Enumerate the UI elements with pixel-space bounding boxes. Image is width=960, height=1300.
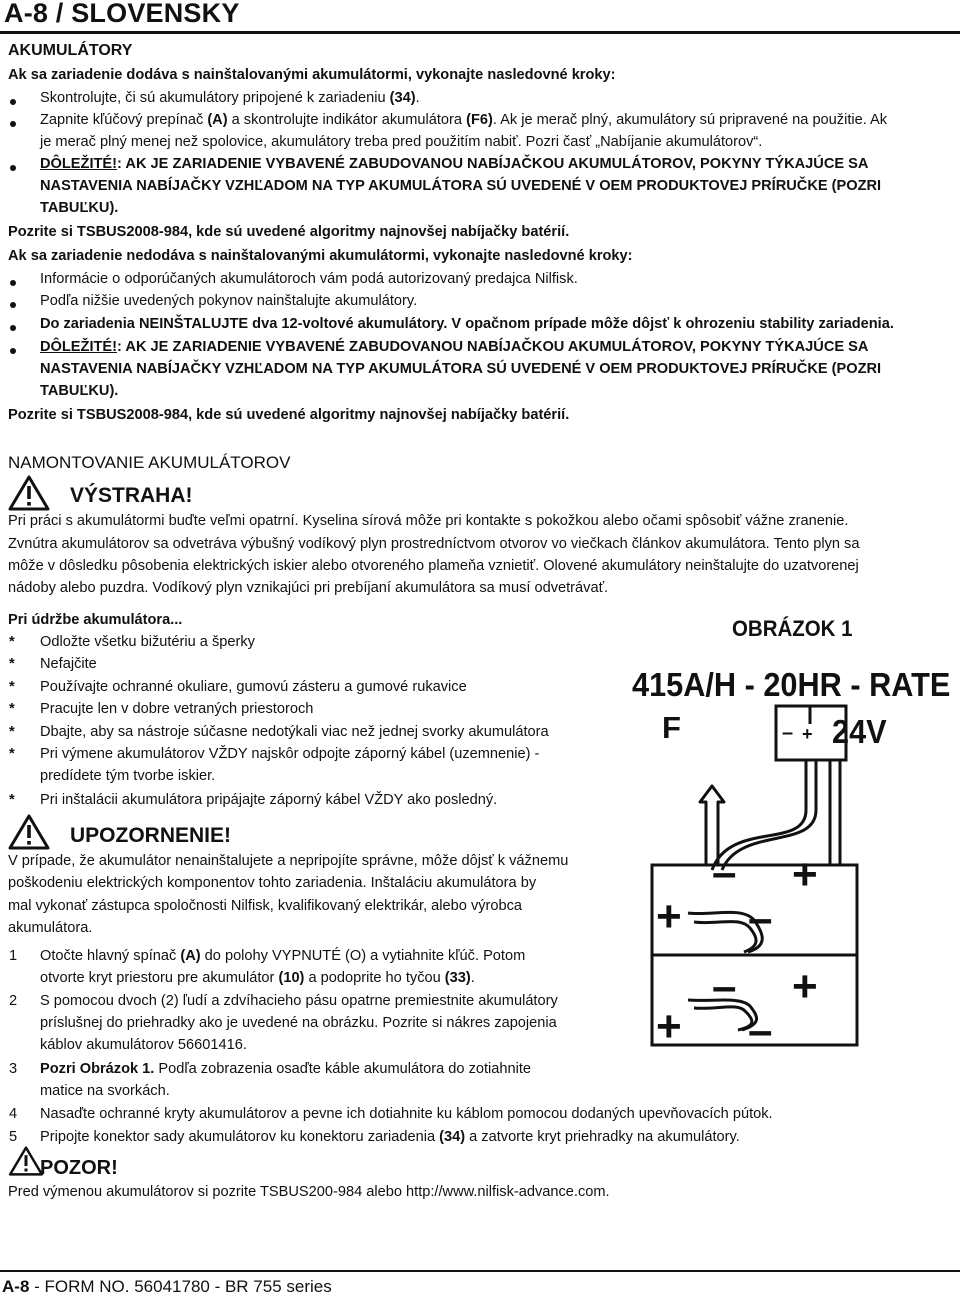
bullet-important-1-line2: NASTAVENIA NABÍJAČKY VZHĽADOM NA TYP AKUMULÁTORA SÚ UVEDENÉ V OEM PRODUKTOVEJ PRÍRUČKE (POZRI [40, 178, 882, 194]
bullet-dealer-info: Informácie o odporúčaných akumulátoroch vám podá autorizovaný predajca Nilfisk. [40, 271, 578, 287]
bullet-important-2-line2: NASTAVENIA NABÍJAČKY VZHĽADOM NA TYP AKUMULÁTORA SÚ UVEDENÉ V OEM PRODUKTOVEJ PRÍRUČKE (POZRI [40, 361, 882, 377]
terminal-plus-1: + [792, 850, 818, 899]
step-2-line3: káblov akumulátorov 56601416. [40, 1037, 247, 1053]
warning-text-1: Pri práci s akumulátormi buďte veľmi opatrní. Kyselina sírová môže pri kontakte s pokožkou alebo očami spôsobiť vážne zranenie. [8, 513, 849, 529]
bullet-dot [10, 165, 16, 171]
terminal-plus-4: + [656, 1002, 682, 1051]
star-marker: * [9, 746, 15, 762]
bullet-key-switch-line2: je merač plný menej než spolovice, akumulátory treba pred použitím nabiť. Pozri časť „Nabíjanie akumulátorov“. [40, 134, 763, 150]
section-heading-akumulatory: AKUMULÁTORY [8, 42, 133, 59]
bullet-important-1: DÔLEŽITÉ!: AK JE ZARIADENIE VYBAVENÉ ZABUDOVANOU NABÍJAČKOU AKUMULÁTOROV, POKYNY TÝKAJÚCE SA [40, 156, 869, 172]
figure-f-label: F [662, 710, 681, 745]
reference-tsbus-1: Pozrite si TSBUS2008-984, kde sú uvedené algoritmy najnovšej nabíjačky batérií. [8, 224, 570, 240]
star-marker: * [9, 724, 15, 740]
page-title: A-8 / SLOVENSKY [4, 0, 240, 28]
caution-text-1: V prípade, že akumulátor nenainštalujete a nepripojíte správne, môže dôjsť k vážnemu [8, 853, 569, 869]
caution-text-4: akumulátora. [8, 920, 93, 936]
step-number-1: 1 [9, 948, 18, 964]
bullet-dot [10, 280, 16, 286]
pozor-heading: POZOR! [40, 1157, 118, 1179]
star-marker: * [9, 656, 15, 672]
bullet-dot [10, 325, 16, 331]
bullet-dot [10, 348, 16, 354]
terminal-minus-2: – [748, 894, 773, 943]
warning-heading: VÝSTRAHA! [70, 484, 193, 507]
maintenance-item-6: Pri výmene akumulátorov VŽDY najskôr odpojte záporný kábel (uzemnenie) - [40, 746, 540, 762]
caution-text-3: mal vykonať zástupca spoločnosti Nilfisk, kvalifikovaný elektrikár, alebo výrobca [8, 898, 523, 914]
bullet-dot [10, 121, 16, 127]
terminal-minus-3: – [712, 962, 737, 1011]
terminal-plus-2: + [656, 892, 682, 941]
figure-rating: 415A/H - 20HR - RATE [632, 666, 951, 703]
step-number-4: 4 [9, 1106, 18, 1122]
caution-text-2: poškodeniu elektrických komponentov tohto zariadenia. Inštaláciu akumulátora by [8, 875, 537, 891]
warning-text-3: môže v dôsledku pôsobenia elektrických iskier alebo otvoreného plameňa vznietiť. Olovené akumulátory neinštalujte do uzatvorenej [8, 558, 859, 574]
connector-plus-label: + [802, 724, 813, 744]
step-3-line2: matice na svorkách. [40, 1083, 170, 1099]
footer-divider [0, 1270, 960, 1272]
step-number-3: 3 [9, 1061, 18, 1077]
caution-triangle-icon [8, 814, 50, 850]
bullet-important-2-line3: TABUĽKU). [40, 383, 119, 399]
step-2: S pomocou dvoch (2) ľudí a zdvíhacieho pásu opatrne premiestnite akumulátory [40, 993, 558, 1009]
intro-not-installed: Ak sa zariadenie nedodáva s nainštalovanými akumulátormi, vykonajte nasledovné kroky: [8, 248, 633, 264]
intro-installed: Ak sa zariadenie dodáva s nainštalovanými akumulátormi, vykonajte nasledovné kroky: [8, 67, 616, 83]
step-3: Pozri Obrázok 1. Podľa zobrazenia osaďte káble akumulátora do zotiahnite [40, 1061, 532, 1077]
warning-text-4: nádoby alebo puzdra. Vodíkový plyn vznikajúci pri prebíjaní akumulátora sa musí odvetrávať. [8, 580, 609, 596]
reference-tsbus-2: Pozrite si TSBUS2008-984, kde sú uvedené algoritmy najnovšej nabíjačky batérií. [8, 407, 570, 423]
figure-voltage-label: 24V [832, 713, 887, 750]
bullet-install-instructions: Podľa nižšie uvedených pokynov nainštalujte akumulátory. [40, 293, 418, 309]
bullet-key-switch: Zapnite kľúčový prepínač (A) a skontrolujte indikátor akumulátora (F6). Ak je merač plný, akumulátory sú pripravené na použitie. Ak [40, 112, 888, 128]
step-2-line2: príslušnej do priehradky ako je uvedené na obrázku. Pozrite si nákres zapojenia [40, 1015, 557, 1031]
terminal-plus-3: + [792, 962, 818, 1011]
warning-triangle-icon [8, 475, 50, 511]
terminal-minus-4: – [748, 1006, 773, 1055]
maintenance-item-5: Dbajte, aby sa nástroje súčasne nedotýkali viac než jednej svorky akumulátora [40, 724, 549, 740]
bullet-dot [10, 302, 16, 308]
bullet-important-1-line3: TABUĽKU). [40, 200, 119, 216]
pozor-triangle-icon [8, 1146, 44, 1176]
warning-text-2: Zvnútra akumulátorov sa odvetráva výbušný vodíkový plyn prostredníctvom otvorov vo viečkach článkov akumulátora. Tento plyn sa [8, 536, 860, 552]
figure-title: OBRÁZOK 1 [732, 616, 853, 641]
maintenance-item-1: Odložte všetku bižutériu a šperky [40, 634, 255, 650]
terminal-minus-1: – [712, 848, 737, 897]
header-divider [0, 31, 960, 34]
star-marker: * [9, 792, 15, 808]
maintenance-item-7: Pri inštalácii akumulátora pripájajte záporný kábel VŽDY ako posledný. [40, 792, 498, 808]
battery-wiring-diagram [630, 700, 860, 1050]
star-marker: * [9, 634, 15, 650]
bullet-dot [10, 99, 16, 105]
bullet-check-connection: Skontrolujte, či sú akumulátory pripojené k zariadeniu (34). [40, 90, 420, 106]
pozor-text: Pred výmenou akumulátorov si pozrite TSBUS200-984 alebo http://www.nilfisk-advance.com. [8, 1184, 610, 1200]
step-number-5: 5 [9, 1129, 18, 1145]
star-marker: * [9, 679, 15, 695]
bullet-no-12v: Do zariadenia NEINŠTALUJTE dva 12-voltové akumulátory. V opačnom prípade môže dôjsť k ohrozeniu stability zariadenia. [40, 316, 894, 332]
step-4: Nasaďte ochranné kryty akumulátorov a pevne ich dotiahnite ku káblom pomocou dodaných upevňovacích pútok. [40, 1106, 773, 1122]
maintenance-item-6-line2: predídete tým tvorbe iskier. [40, 768, 216, 784]
step-1-line2: otvorte kryt priestoru pre akumulátor (10) a podoprite ho tyčou (33). [40, 970, 475, 986]
connector-minus-label: – [782, 722, 794, 744]
step-1: Otočte hlavný spínač (A) do polohy VYPNUTÉ (O) a vytiahnite kľúč. Potom [40, 948, 526, 964]
star-marker: * [9, 701, 15, 717]
bullet-important-2: DÔLEŽITÉ!: AK JE ZARIADENIE VYBAVENÉ ZABUDOVANOU NABÍJAČKOU AKUMULÁTOROV, POKYNY TÝKAJÚCE SA [40, 339, 869, 355]
maintenance-item-4: Pracujte len v dobre vetraných priestoroch [40, 701, 314, 717]
maintenance-item-3: Používajte ochranné okuliare, gumovú zásteru a gumové rukavice [40, 679, 467, 695]
maintenance-title: Pri údržbe akumulátora... [8, 612, 183, 628]
caution-heading: UPOZORNENIE! [70, 824, 232, 847]
step-number-2: 2 [9, 993, 18, 1009]
page-footer: A-8 - FORM NO. 56041780 - BR 755 series [2, 1277, 332, 1296]
section-heading-montaz: NAMONTOVANIE AKUMULÁTOROV [8, 453, 291, 472]
step-5: Pripojte konektor sady akumulátorov ku konektoru zariadenia (34) a zatvorte kryt priehradky na akumulátory. [40, 1129, 740, 1145]
maintenance-item-2: Nefajčite [40, 656, 97, 672]
